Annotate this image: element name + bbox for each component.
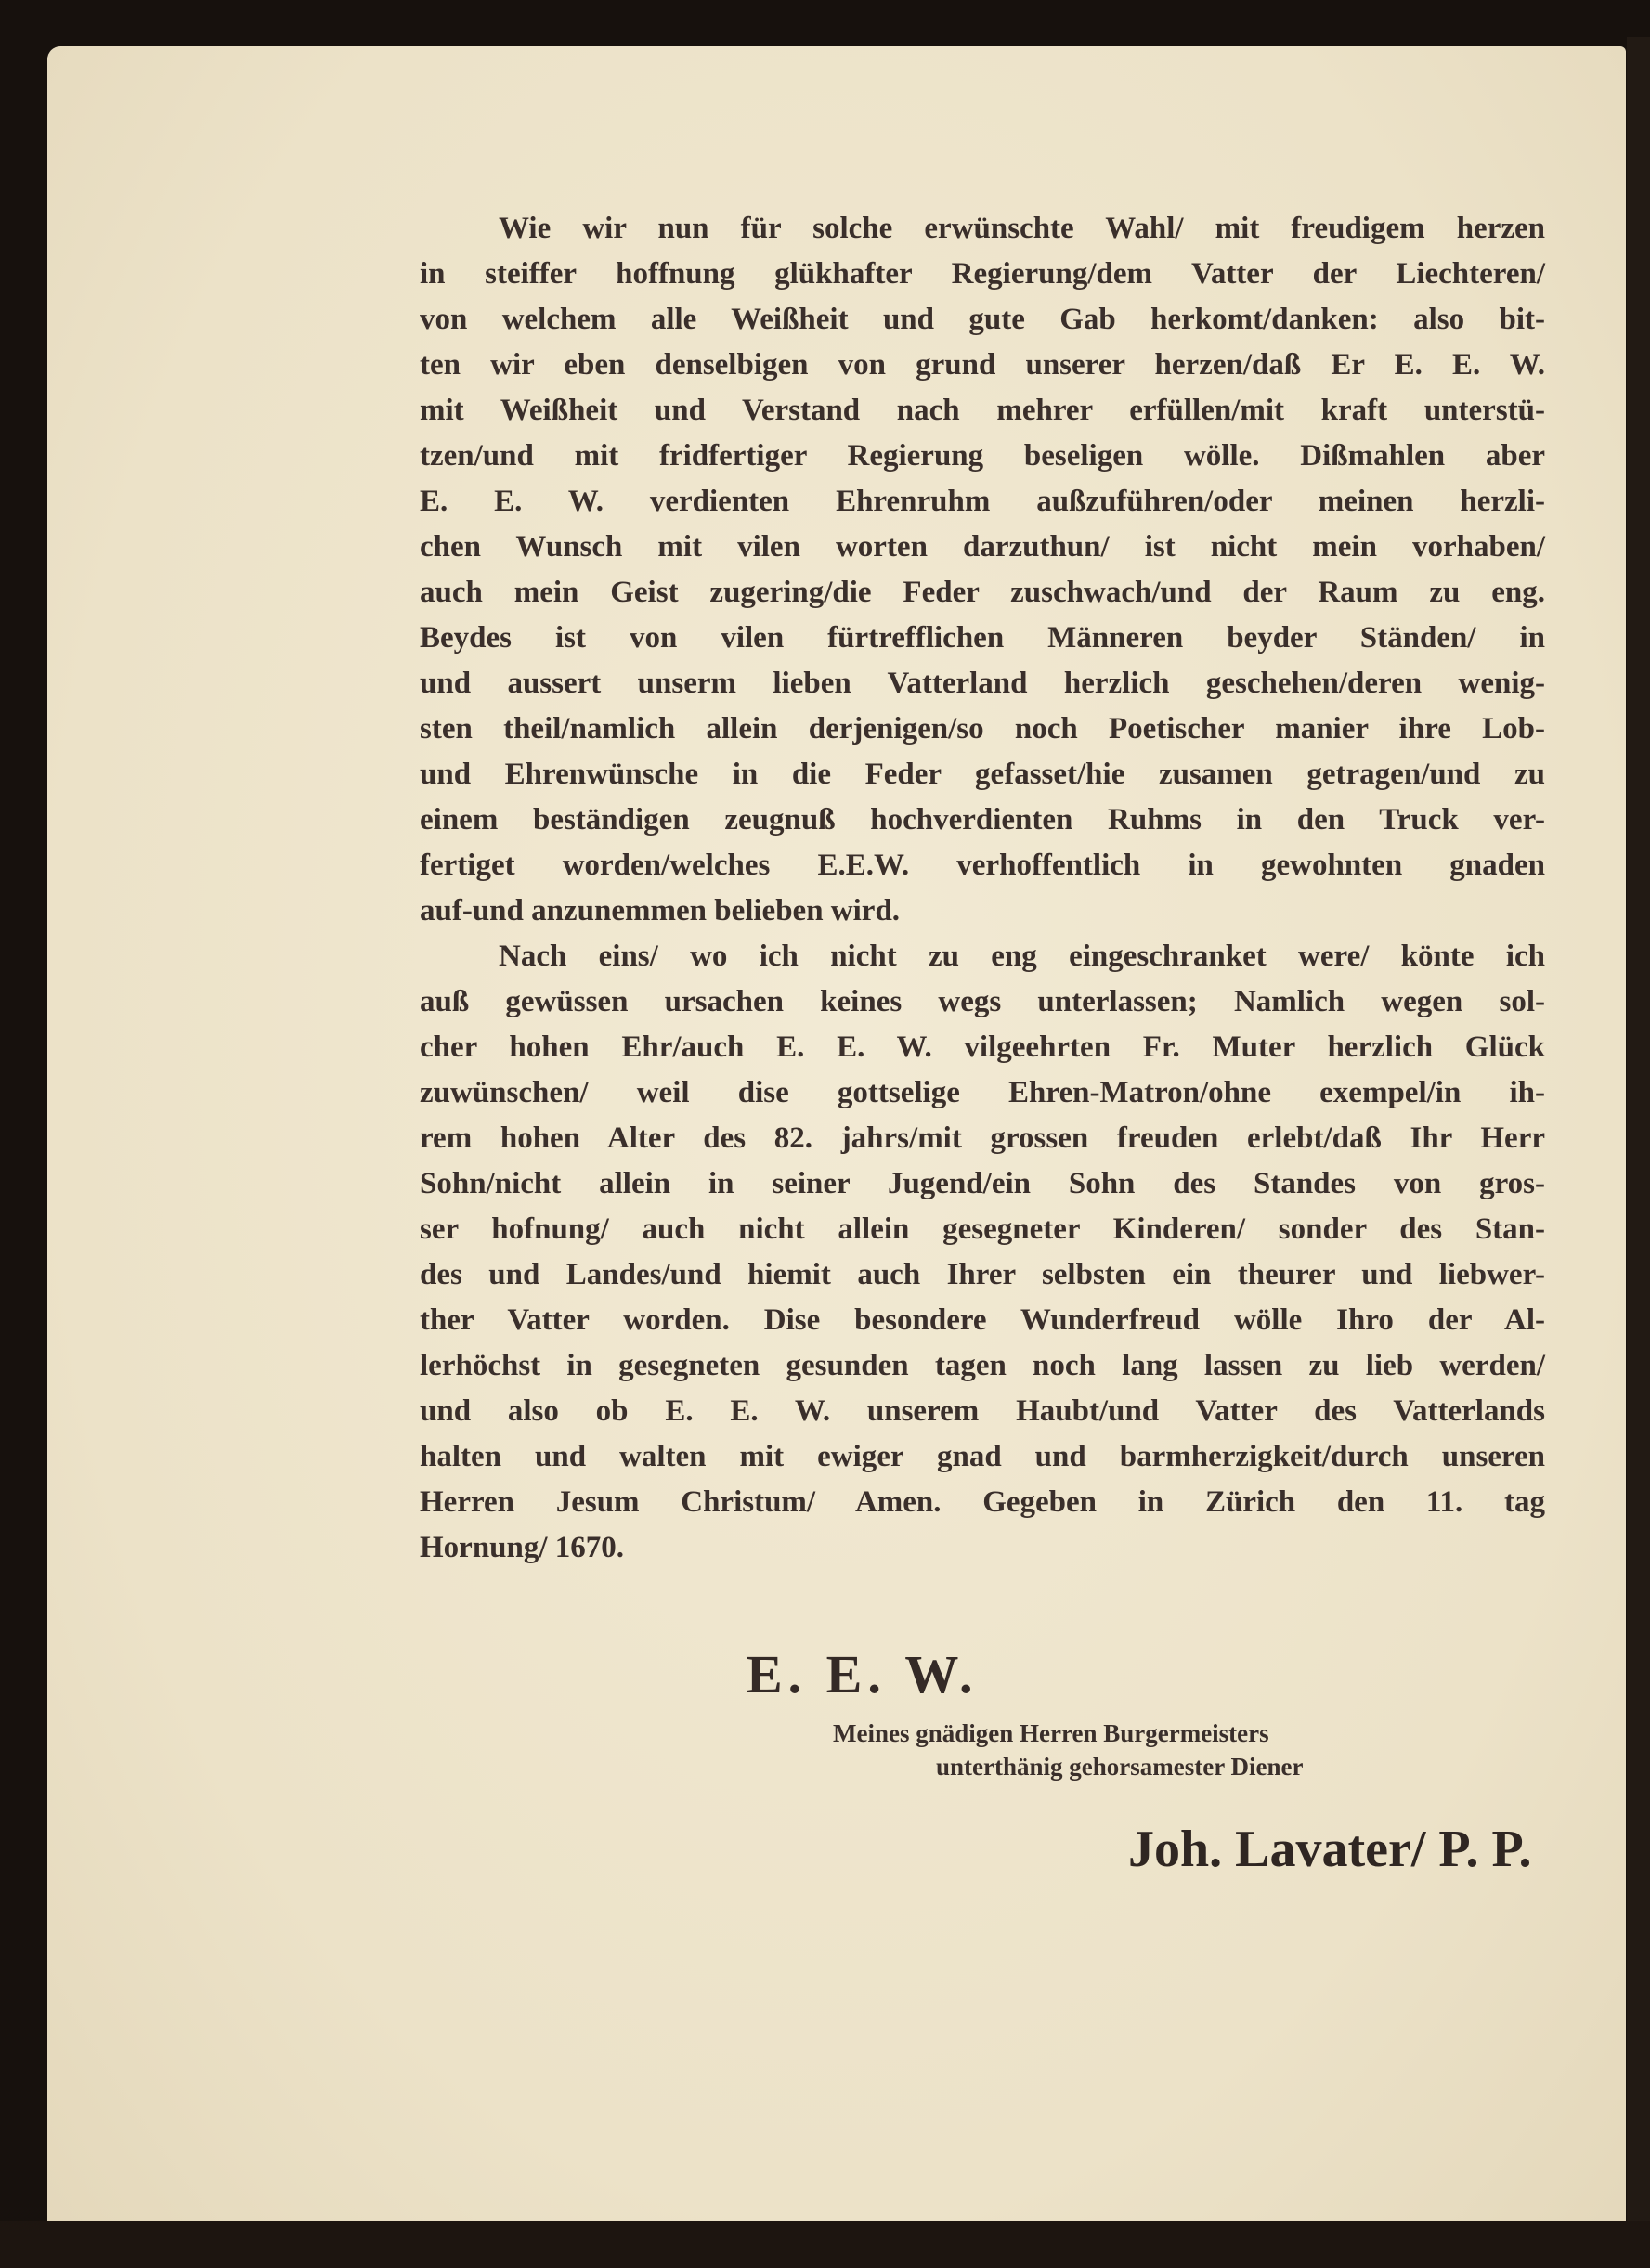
closing-initials: E. E. W. [747,1644,979,1704]
text-line: und also ob E. E. W. unserem Haubt/und Vatter des Vatterlands [420,1394,1545,1428]
text-line: Beydes ist von vilen fürtrefflichen Männeren beyder Ständen/ in [420,621,1545,654]
text-line: auch mein Geist zugering/die Feder zuschwach/und der Raum zu eng. [420,576,1545,609]
book-edge [1627,37,1650,2228]
signature: Joh. Lavater/ P. P. [1128,1821,1532,1878]
text-line: und Ehrenwünsche in die Feder gefasset/hie zusamen getragen/und zu [420,758,1545,791]
closing-line-2: unterthänig gehorsamester Diener [936,1753,1304,1781]
text-line: Nach eins/ wo ich nicht zu eng eingeschranket were/ könte ich [499,940,1545,973]
text-line: cher hohen Ehr/auch E. E. W. vilgeehrten Fr. Muter herzlich Glück [420,1030,1545,1064]
text-line: Hornung/ 1670. [420,1531,625,1564]
text-line: ser hofnung/ auch nicht allein gesegneter Kinderen/ sonder des Stan- [420,1212,1545,1246]
text-line: E. E. W. verdienten Ehrenruhm außzuführen/oder meinen herzli- [420,485,1545,518]
text-line: chen Wunsch mit vilen worten darzuthun/ ist nicht mein vorhaben/ [420,530,1545,564]
text-line: und aussert unserm lieben Vatterland herzlich geschehen/deren wenig- [420,667,1545,700]
text-line: ther Vatter worden. Dise besondere Wunderfreud wölle Ihro der Al- [420,1303,1545,1337]
text-line: des und Landes/und hiemit auch Ihrer selbsten ein theurer und liebwer- [420,1258,1545,1291]
text-line: in steiffer hoffnung glükhafter Regierung/dem Vatter der Liechteren/ [420,257,1545,291]
body-text [420,206,1545,1571]
text-line: Sohn/nicht allein in seiner Jugend/ein Sohn des Standes von gros- [420,1167,1545,1200]
text-line: auf-und anzunemmen belieben wird. [420,894,901,927]
scan-background [0,2221,1650,2268]
text-line: einem beständigen zeugnuß hochverdienten Ruhms in den Truck ver- [420,803,1545,836]
text-line: zuwünschen/ weil dise gottselige Ehren-Matron/ohne exempel/in ih- [420,1076,1545,1109]
text-line: mit Weißheit und Verstand nach mehrer erfüllen/mit kraft unterstü- [420,394,1545,427]
text-line: halten und walten mit ewiger gnad und barmherzigkeit/durch unseren [420,1440,1545,1473]
text-line: fertiget worden/welches E.E.W. verhoffentlich in gewohnten gnaden [420,849,1545,882]
text-line: ten wir eben denselbigen von grund unserer herzen/daß Er E. E. W. [420,348,1545,382]
text-line: auß gewüssen ursachen keines wegs unterlassen; Namlich wegen sol- [420,985,1545,1018]
text-line: Herren Jesum Christum/ Amen. Gegeben in Zürich den 11. tag [420,1485,1545,1519]
text-line: sten theil/namlich allein derjenigen/so noch Poetischer manier ihre Lob- [420,712,1545,745]
text-line: tzen/und mit fridfertiger Regierung beseligen wölle. Dißmahlen aber [420,439,1545,473]
closing-line-1: Meines gnädigen Herren Burgermeisters [833,1719,1269,1747]
text-line: lerhöchst in gesegneten gesunden tagen noch lang lassen zu lieb werden/ [420,1349,1545,1382]
text-line: Wie wir nun für solche erwünschte Wahl/ mit freudigem herzen [499,212,1545,245]
text-line: von welchem alle Weißheit und gute Gab herkomt/danken: also bit- [420,303,1545,336]
text-line: rem hohen Alter des 82. jahrs/mit grossen freuden erlebt/daß Ihr Herr [420,1121,1545,1155]
